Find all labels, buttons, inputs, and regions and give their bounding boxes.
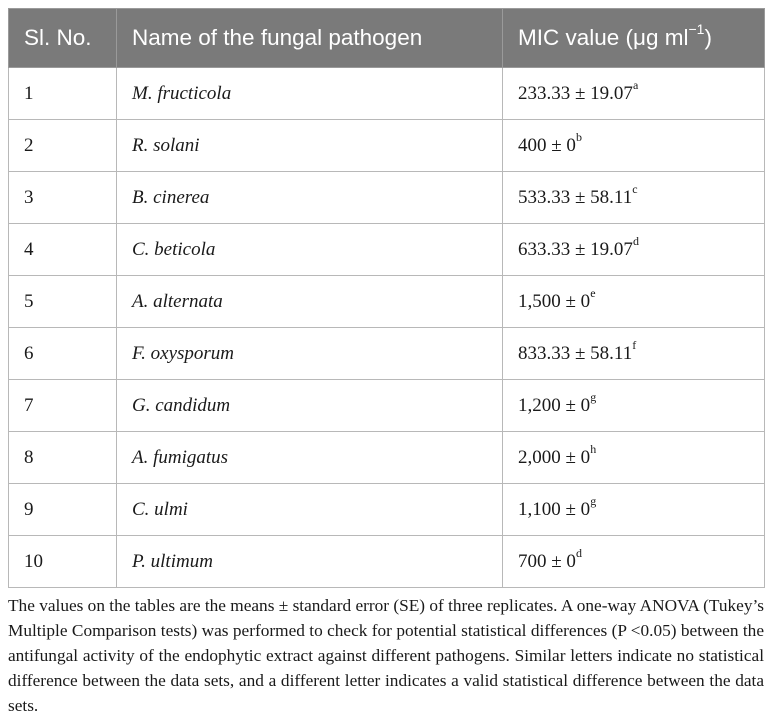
table-row: [9, 172, 765, 224]
significance-letter: f: [632, 338, 637, 353]
cell-sl-no: 5: [9, 276, 117, 328]
table-row: [9, 120, 765, 172]
header-mic-prefix: MIC value (μg ml: [518, 25, 689, 50]
significance-letter: g: [590, 390, 597, 405]
cell-mic: [503, 536, 765, 588]
cell-sl-no: 9: [9, 484, 117, 536]
significance-letter: d: [632, 234, 639, 249]
significance-letter: d: [575, 546, 582, 561]
table-footnote: The values on the tables are the means ± standard error (SE) of three replicates. A one-way ANOVA (Tukey’s Multiple Comparison tests) was performed to check for potential statistical differences (P <0.05) between the antifungal activity of the endophytic extract against different pathogens. Similar letters indicate no statistical difference between the data sets, and a different letter indicates a valid statistical difference between the data sets.: [8, 596, 764, 715]
cell-pathogen: C. beticola: [117, 224, 503, 276]
table-row: [9, 328, 765, 380]
cell-mic: [503, 172, 765, 224]
table-row: [9, 432, 765, 484]
cell-mic: [503, 432, 765, 484]
cell-pathogen: P. ultimum: [117, 536, 503, 588]
mic-value: 1,200 ± 0: [518, 394, 591, 416]
cell-sl-no: 4: [9, 224, 117, 276]
mic-value: 533.33 ± 58.11: [518, 186, 633, 208]
cell-sl-no: 7: [9, 380, 117, 432]
mic-value: 400 ± 0: [518, 134, 576, 156]
cell-pathogen: R. solani: [117, 120, 503, 172]
mic-value: 2,000 ± 0: [518, 446, 591, 468]
cell-sl-no: 10: [9, 536, 117, 588]
table-row: [9, 484, 765, 536]
cell-pathogen: A. alternata: [117, 276, 503, 328]
cell-mic: [503, 276, 765, 328]
significance-letter: h: [590, 442, 597, 457]
significance-letter: c: [632, 182, 638, 197]
significance-letter: g: [590, 494, 597, 509]
table-row: [9, 380, 765, 432]
table-row: [9, 276, 765, 328]
cell-mic: [503, 224, 765, 276]
table-header: [9, 9, 765, 68]
cell-sl-no: 6: [9, 328, 117, 380]
cell-sl-no: 2: [9, 120, 117, 172]
header-row: [9, 9, 765, 68]
cell-mic: [503, 120, 765, 172]
cell-sl-no: 3: [9, 172, 117, 224]
header-pathogen-name: Name of the fungal pathogen: [117, 9, 503, 68]
cell-mic: [503, 328, 765, 380]
table-row: [9, 68, 765, 120]
significance-letter: e: [590, 286, 596, 301]
header-mic-value: [503, 9, 765, 68]
cell-pathogen: B. cinerea: [117, 172, 503, 224]
mic-value: 233.33 ± 19.07: [518, 82, 633, 104]
header-sl-no: Sl. No.: [9, 9, 117, 68]
mic-value: 633.33 ± 19.07: [518, 238, 633, 260]
mic-value: 1,500 ± 0: [518, 290, 591, 312]
mic-value: 1,100 ± 0: [518, 498, 591, 520]
table-row: [9, 224, 765, 276]
significance-letter: a: [632, 78, 639, 93]
cell-mic: [503, 68, 765, 120]
cell-sl-no: 1: [9, 68, 117, 120]
cell-pathogen: A. fumigatus: [117, 432, 503, 484]
mic-value: 833.33 ± 58.11: [518, 342, 633, 364]
header-mic-exponent: −1: [688, 20, 705, 37]
cell-pathogen: F. oxysporum: [117, 328, 503, 380]
mic-value: 700 ± 0: [518, 550, 576, 572]
cell-pathogen: C. ulmi: [117, 484, 503, 536]
header-mic-suffix: ): [704, 25, 712, 50]
mic-table: [8, 8, 765, 588]
cell-pathogen: M. fructicola: [117, 68, 503, 120]
cell-mic: [503, 484, 765, 536]
table-row: [9, 536, 765, 588]
mic-table-container: [8, 8, 764, 588]
cell-mic: [503, 380, 765, 432]
cell-pathogen: G. candidum: [117, 380, 503, 432]
significance-letter: b: [575, 130, 582, 145]
table-body: [9, 68, 765, 588]
cell-sl-no: 8: [9, 432, 117, 484]
